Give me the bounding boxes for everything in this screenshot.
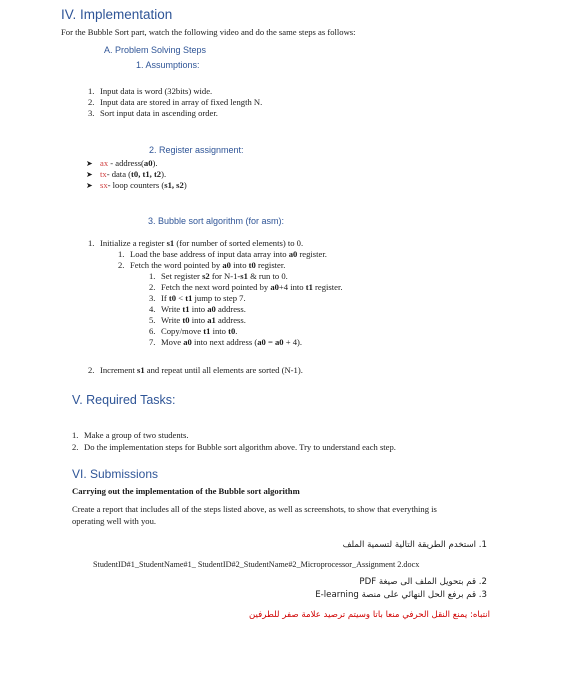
task-item: 1. Make a group of two students. [72,430,189,440]
algorithm-subsubstep: 3. If t0 < t1 jump to step 7. [149,293,246,303]
assumption-item: 3. Sort input data in ascending order. [88,108,218,118]
algorithm-substep: 2. Fetch the word pointed by a0 into t0 register. [118,260,286,270]
section-vi-title: VI. Submissions [72,467,159,481]
register-item: ➤ tx- data (t0, t1, t2). [86,169,167,179]
arabic-instruction-1: 1. استخدم الطريقة التالية لتسمية الملف [342,540,487,550]
register-assignment-title: 2. Register assignment: [149,145,244,155]
algorithm-subsubstep: 7. Move a0 into next address (a0 = a0 + 4). [149,337,302,347]
assumption-item: 1. Input data is word (32bits) wide. [88,86,213,96]
section-iv-title: IV. Implementation [61,7,173,22]
arrow-bullet-icon: ➤ [86,170,93,179]
algorithm-subsubstep: 6. Copy/move t1 into t0. [149,326,238,336]
submission-paragraph-line: operating well with you. [72,516,157,526]
subsection-a-title: A. Problem Solving Steps [104,45,207,55]
arrow-bullet-icon: ➤ [86,181,93,190]
assumptions-title: 1. Assumptions: [136,60,200,70]
algorithm-step: 1. Initialize a register s1 (for number of sorted elements) to 0. [88,238,304,248]
algorithm-subsubstep: 5. Write t0 into a1 address. [149,315,246,325]
warning-note: انتباه: يمنع النقل الحرفي منعا باتا وسيتم ترصيد علامة صفر للطرفين [249,610,490,620]
arabic-instruction-2: 2. قم بتحويل الملف الى صيغة PDF [359,577,487,587]
section-iv-intro: For the Bubble Sort part, watch the following video and do the same steps as follows: [61,27,356,37]
bubble-sort-title: 3. Bubble sort algorithm (for asm): [148,216,285,226]
task-item: 2. Do the implementation steps for Bubble sort algorithm above. Try to understand each step. [72,442,396,452]
register-item: ➤ ax - address(a0). [86,158,158,168]
section-v-title: V. Required Tasks: [72,393,176,407]
arrow-bullet-icon: ➤ [86,159,93,168]
algorithm-step: 2. Increment s1 and repeat until all elements are sorted (N-1). [88,365,303,375]
algorithm-subsubstep: 4. Write t1 into a0 address. [149,304,246,314]
algorithm-subsubstep: 1. Set register s2 for N-1-s1 & run to 0. [149,271,288,281]
register-item: ➤ sx- loop counters (s1, s2) [86,180,187,190]
algorithm-substep: 1. Load the base address of input data array into a0 register. [118,249,327,259]
algorithm-subsubstep: 2. Fetch the next word pointed by a0+4 into t1 register. [149,282,343,292]
file-name-format: StudentID#1_StudentName#1_ StudentID#2_StudentName#2_Microprocessor_Assignment 2.docx [93,560,420,569]
submission-bold-line: Carrying out the implementation of the Bubble sort algorithm [72,486,300,496]
submission-paragraph-line: Create a report that includes all of the steps listed above, as well as screenshots, to show that everything is [72,504,437,514]
assumption-item: 2. Input data are stored in array of fixed length N. [88,97,263,107]
arabic-instruction-3: 3. قم برفع الحل النهائي على منصة E-learning [315,590,487,600]
